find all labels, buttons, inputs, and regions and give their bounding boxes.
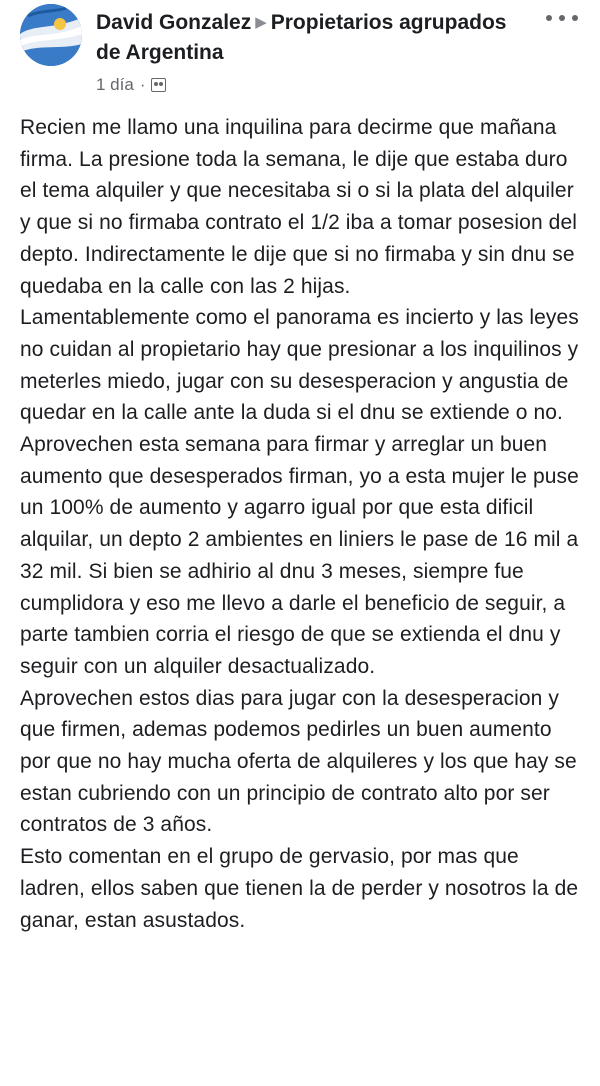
meta-separator: · [139,75,146,94]
author-name[interactable]: David Gonzalez [96,11,252,34]
avatar[interactable] [20,4,82,66]
group-audience-icon [151,78,166,92]
more-dot [572,15,578,21]
post-header [0,0,600,110]
author-line [96,8,536,68]
more-dot [546,15,552,21]
post-paragraph: Lamentablemente como el panorama es incierto y las leyes no cuidan al propietario hay que presionar a los inquilinos y meterles miedo, jugar con su desesperacion y angustia de quedar en la calle ante la duda si el dnu se extiende o no. [20,306,579,425]
more-options-icon[interactable] [546,8,578,28]
post-paragraph: Esto comentan en el grupo de gervasio, por mas que ladren, ellos saben que tienen la de perder y nosotros la de ganar, estan asustados. [20,845,579,932]
post-timestamp[interactable]: 1 día [96,75,134,94]
post-paragraph: Aprovechen estos dias para jugar con la desesperacion y que firmen, ademas podemos pedirles un buen aumento por que no hay mucha oferta de alquileres y los que hay se estan cubriendo con un principio de contrato alto por ser contratos de 3 años. [20,686,577,837]
post-paragraph: Recien me llamo una inquilina para decirme que mañana firma. La presione toda la semana, le dije que estaba duro el tema alquiler y que necesitaba si o si la plata del alquiler y que si no firmaba contrato el 1/2 iba a tomar posesion del depto. Indirectamente le dije que si no firmaba y sin dnu se quedaba en la calle con las 2 hijas. [20,116,577,298]
more-dot [559,15,565,21]
author-block [96,8,536,96]
avatar-image [20,4,82,66]
post-body [20,112,586,936]
post-paragraph: Aprovechen esta semana para firmar y arreglar un buen aumento que desesperados firman, yo a esta mujer le puse un 100% de aumento y agarro igual por que esta dificil alquilar, un depto 2 ambientes en liniers le pase de 16 mil a 32 mil. Si bien se adhirio al dnu 3 meses, siempre fue cumplidora y eso me llevo a darle el beneficio de seguir, a parte tambien corria el riesgo de que se extienda el dnu y seguir con un alquiler desactualizado. [20,433,579,678]
post-meta [96,74,536,96]
group-name[interactable]: Propietarios agrupados de Argentina [96,11,507,64]
triangle-right-icon: ▶ [255,14,267,31]
